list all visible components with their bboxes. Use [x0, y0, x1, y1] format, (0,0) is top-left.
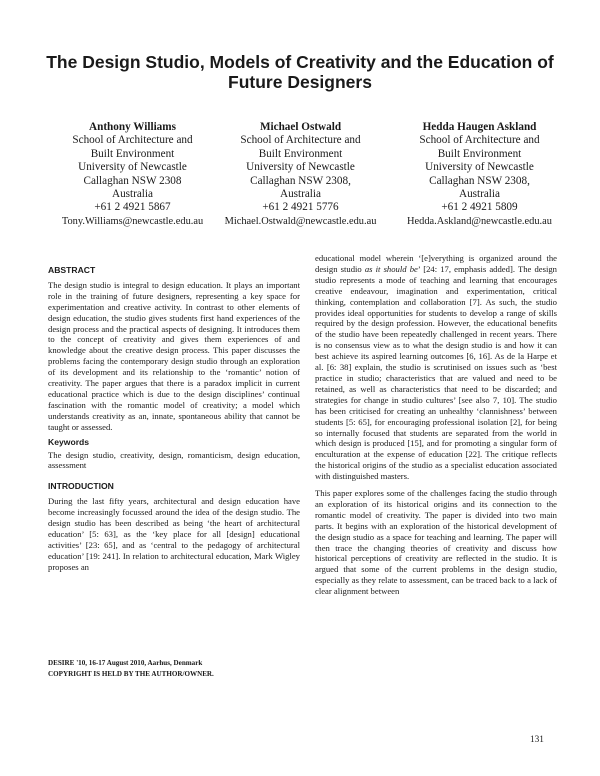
copyright-notice: COPYRIGHT IS HELD BY THE AUTHOR/OWNER.	[48, 669, 214, 678]
author-block-williams	[40, 121, 225, 228]
abstract-heading: ABSTRACT	[48, 265, 96, 275]
keywords-heading: Keywords	[48, 436, 90, 447]
body-text: educational model wherein ‘[e]verything is organized around the design studio	[315, 253, 557, 274]
author-city: Callaghan NSW 2308,	[429, 174, 530, 187]
conference-info: DESIRE '10, 16-17 August 2010, Aarhus, Denmark	[48, 659, 203, 667]
right-column	[315, 253, 557, 597]
paper-title: The Design Studio, Models of Creativity and the Education of Future Designers	[46, 52, 554, 92]
author-phone: +61 2 4921 5809	[441, 201, 518, 214]
author-name: Anthony Williams	[89, 121, 176, 133]
author-university: University of Newcastle	[425, 161, 534, 174]
keywords-text: The design studio, creativity, design, romanticism, design education, assessment	[48, 449, 300, 471]
introduction-heading: INTRODUCTION	[48, 481, 114, 492]
author-affiliation: Built Environment	[258, 147, 343, 160]
author-city: Callaghan NSW 2308,	[250, 174, 351, 187]
author-phone: +61 2 4921 5867	[94, 201, 171, 214]
abstract-text: The design studio is integral to design education. It plays an important role in the training of future designers, representing a key space for experimentation and creative activity. In contrast to other elements of design education, the studio gives students first hand experiences of the design process and the practical aspects of designing. It introduces them to the concept of creativity and gives them experiences of and knowledge about the creative design process. This paper discusses the problems facing the contemporary design studio through an exploration of its development and its relationship to the ‘romantic’ notion of creativity. The paper argues that there is a paradox implicit in current educational practice which is due to the design disciplines’ continual fascination with the romantic model of creativity; a model which understands creativity as an, innate, spontaneous ability that cannot be taught or assessed.	[48, 279, 300, 432]
author-block-askland	[387, 121, 572, 228]
introduction-text: During the last fifty years, architectural and design education have become increasingly focussed around the idea of the design studio. The design studio has been described as being ‘the heart of architectural education’ [5: 63], as the ‘key place for all [design] educational activities’ [23: 65], and as ‘central to the pedagogy of architectural education’ [19: 241]. In relation to architectural education, Mark Wigley proposes an	[48, 496, 300, 572]
author-block-ostwald	[208, 121, 393, 228]
author-affiliation: Built Environment	[437, 147, 522, 160]
author-phone: +61 2 4921 5776	[262, 201, 339, 214]
author-email[interactable]: Michael.Ostwald@newcastle.edu.au	[224, 215, 377, 227]
author-name: Michael Ostwald	[259, 121, 342, 133]
author-email[interactable]: Hedda.Askland@newcastle.edu.au	[407, 215, 552, 227]
body-paragraph: This paper explores some of the challenges facing the studio through an exploration of its historical origins and its connection to the romantic model of creativity. The paper is divided into two main parts. It begins with an exploration of the historical development of the design studio as a space for teaching and learning. The paper will then trace the changing theories of creativity and discuss how historical perceptions of creativity are reflected in the studio. It is argued that some of the current problems in the design studio, especially as they relate to assessment, can be traced back to a lack of clear alignment between	[315, 488, 557, 597]
left-column	[48, 265, 300, 573]
body-text: ’ [24: 17, emphasis added]. The design studio represents a mode of teaching and learning that encourages creative endeavour, imagination and experimentation, critical thinking, contemplation and collaboration [7]. As such, the studio provides ideal opportunities for students to develop a range of skills required by the design profession. However, the educational benefits of the studio have been repeatedly challenged in recent years. There is no consensus view as to what the design studio is and how it can best achieve its aspired learning outcomes [6, 16]. As de la Harpe et al. [6: 38] explain, the studio is scrutinised on issues such as ‘best practice in studio; characteristics that are valued and need to be retained, as well as characteristics that need to be discarded; and strategies for change in studio cultures’ [see also 7, 10]. The studio has been criticised for creating an unhealthy ‘clannishness’ between students [5: 65], for encouraging professional isolation [2], for being so internally focused that students are separated from the world in which design is produced [15], and for promoting a singular form of enculturation at the expense of education [22]. The critique reflects the historical origins of the studio as a specialist education associated with distinguished masters.	[315, 263, 557, 482]
author-country: Australia	[111, 188, 153, 201]
author-affiliation: School of Architecture and	[419, 134, 540, 147]
author-email[interactable]: Tony.Williams@newcastle.edu.au	[61, 215, 204, 227]
author-city: Callaghan NSW 2308	[83, 174, 182, 187]
body-emphasis: as it should be	[364, 263, 418, 274]
author-affiliation: School of Architecture and	[72, 134, 193, 147]
page-number: 131	[530, 735, 544, 745]
author-university: University of Newcastle	[78, 161, 187, 174]
author-country: Australia	[458, 188, 500, 201]
conference-footer	[48, 658, 214, 679]
body-paragraph	[315, 253, 557, 482]
author-country: Australia	[279, 188, 321, 201]
author-university: University of Newcastle	[246, 161, 355, 174]
author-name: Hedda Haugen Askland	[422, 121, 537, 133]
author-affiliation: School of Architecture and	[240, 134, 361, 147]
author-affiliation: Built Environment	[90, 147, 175, 160]
